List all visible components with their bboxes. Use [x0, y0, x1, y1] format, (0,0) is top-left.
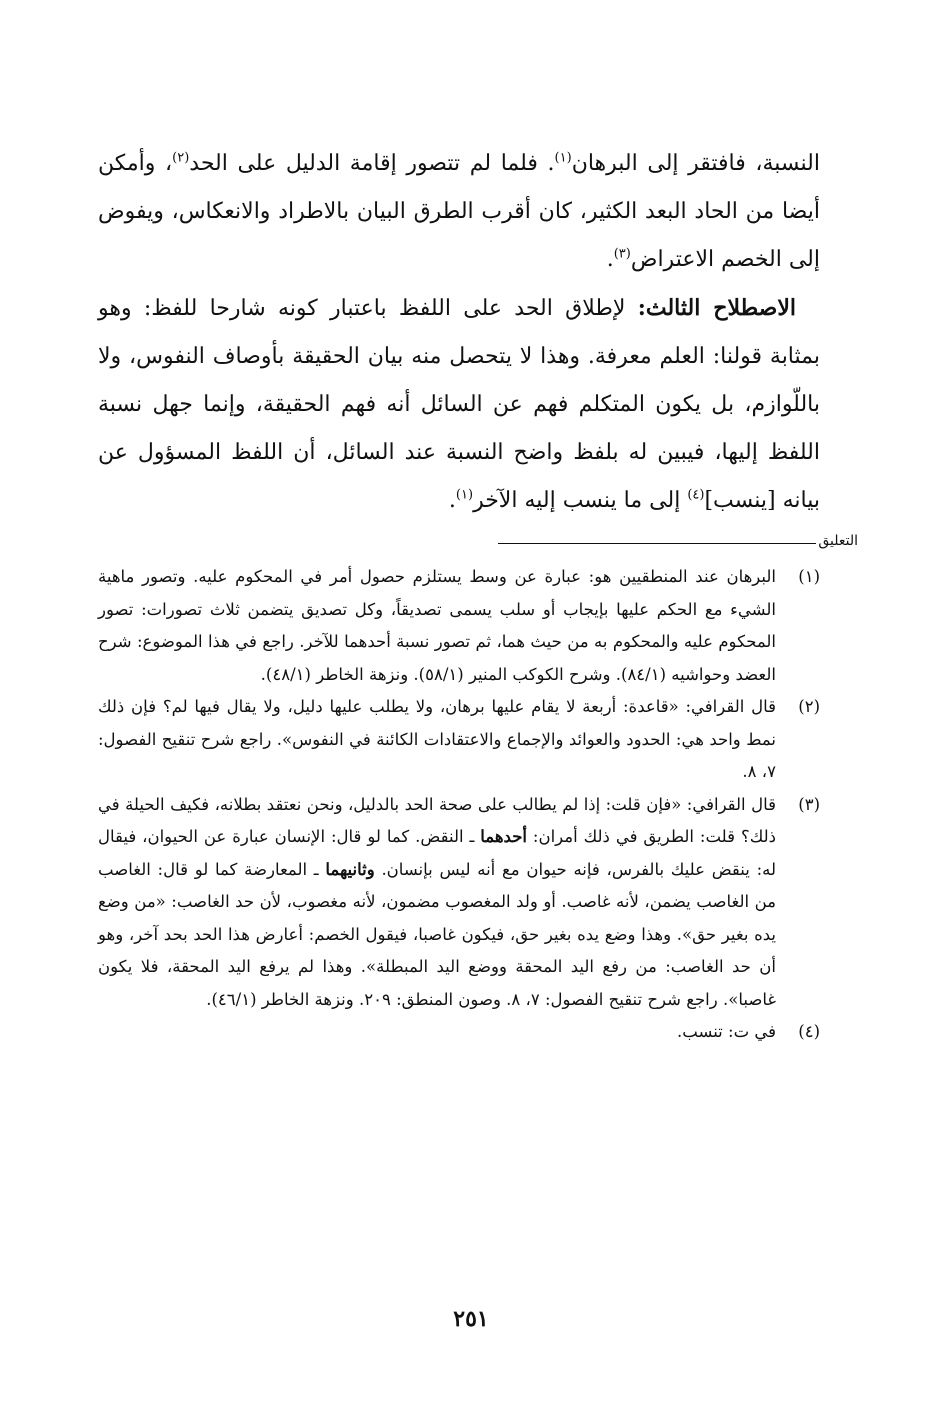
text-span: لإطلاق الحد على اللفظ باعتبار كونه شارحا للفظ: وهو بمثابة قولنا: العلم معرفة. وهذا لا يتحصل منه بيان الحقيقة بأوصاف النفوس، ولا باللّوازم، بل يكون المتكلم فهم عن السائل أنه فهم الحقيقة، وإنما جهل نسبة اللفظ إليها، فيبين له بلفظ واضح النسبة عند السائل، أن اللفظ المسؤول عن بيانه [ينسب] [98, 296, 820, 513]
text-span: إلى ما ينسب إليه الآخر [473, 488, 688, 513]
text-span: ، وأمكن أيضا من الحاد البعد الكثير، كان أقرب الطرق البيان بالاطراد والانعكاس، ويفوض إلى الخصم الاعتراض [98, 151, 820, 272]
footnote-ref[interactable]: (١) [455, 487, 474, 503]
text-span: النسبة، فافتقر إلى البرهان [571, 151, 820, 176]
footnote-number: (٢) [798, 697, 820, 716]
footnote-text: البرهان عند المنطقيين هو: عبارة عن وسط يستلزم حصول أمر في المحكوم عليه. وتصور ماهية الشيء مع الحكم عليها بإيجاب أو سلب يسمى تصديقاً، وكل تصديق يتضمن ثلاث تصورات: تصور المحكوم عليه والمحكوم به من حيث هما، ثم تصور نسبة أحدهما للآخر. راجع في هذا الموضوع: شرح العضد وحواشيه (٨٤/١). وشرح الكوكب المنير (٥٨/١). ونزهة الخاطر (٤٨/١). [98, 567, 776, 684]
footnote-number: (٤) [798, 1022, 820, 1041]
main-paragraph-2 [98, 284, 820, 525]
footnote-text: في ت: تنسب. [677, 1022, 776, 1041]
notes-header [98, 533, 858, 555]
page-number: ٢٥١ [453, 1306, 489, 1332]
section-term: الاصطلاح الثالث: [637, 295, 796, 321]
footnote-ref[interactable]: (١) [554, 150, 572, 166]
footnote-ref[interactable]: (٣) [613, 246, 631, 262]
footnote-number: (٣) [798, 794, 820, 814]
text-span: ـ النقض. كما لو قال: الإنسان عبارة عن الحيوان، فيقال له: ينقض عليك بالفرس، فإنه حيوان مع أنه ليس بإنسان. [98, 827, 776, 879]
footnote-item [98, 691, 820, 789]
bold-term: وثانيهما [325, 859, 375, 879]
footnote-item [98, 789, 820, 1017]
text-span: . [606, 247, 614, 272]
text-span: ـ المعارضة كما لو قال: الغاصب من الغاصب يضمن، لأنه غاصب. أو ولد المغصوب مضمون، لأنه مغصوب، لأن حد الغاصب: «من وضع يده بغير حق». وهذا وضع يده بغير حق، فيكون غاصبا، فيقول الخصم: أعارض هذا الحد بحد آخر، وهو أن حد الغاصب: من رفع اليد المحقة ووضع اليد المبطلة». وهذا لم يرفع اليد المحقة، فلا يكون غاصبا». راجع شرح تنقيح الفصول: ٧، ٨. وصون المنطق: ٢٠٩. ونزهة الخاطر (٤٦/١). [98, 859, 776, 1009]
footnote-ref[interactable]: (٤) [687, 487, 705, 503]
footnotes [98, 561, 820, 1049]
footnote-ref[interactable]: (٢) [172, 150, 190, 166]
main-paragraph-1 [98, 140, 820, 284]
footnote-item [98, 561, 820, 691]
page-content [98, 140, 858, 1360]
main-text [98, 140, 820, 525]
text-span: . [448, 488, 456, 513]
text-span: قال القرافي: «فإن قلت: إذا لم يطالب على صحة الحد بالدليل، ونحن نعتقد بطلانه، فكيف الحيلة في ذلك؟ قلت: الطريق في ذلك أمران: [98, 794, 776, 846]
notes-divider [498, 543, 816, 544]
footnote-text: قال القرافي: «قاعدة: أربعة لا يقام عليها برهان، ولا يطلب عليها دليل، ولا يقال فيها لم؟ فإن ذلك نمط واحد هي: الحدود والعوائد والإجماع والاعتقادات الكائنة في النفوس». راجع شرح تنقيح الفصول: ٧، ٨. [98, 697, 776, 781]
notes-label: التعليق [818, 533, 858, 549]
footnote-item [98, 1016, 820, 1049]
footnote-number: (١) [798, 567, 820, 586]
footnote-text [98, 789, 776, 1017]
bold-term: أحدهما [480, 827, 527, 846]
text-span: . فلما لم تتصور إقامة الدليل على الحد [189, 151, 555, 176]
